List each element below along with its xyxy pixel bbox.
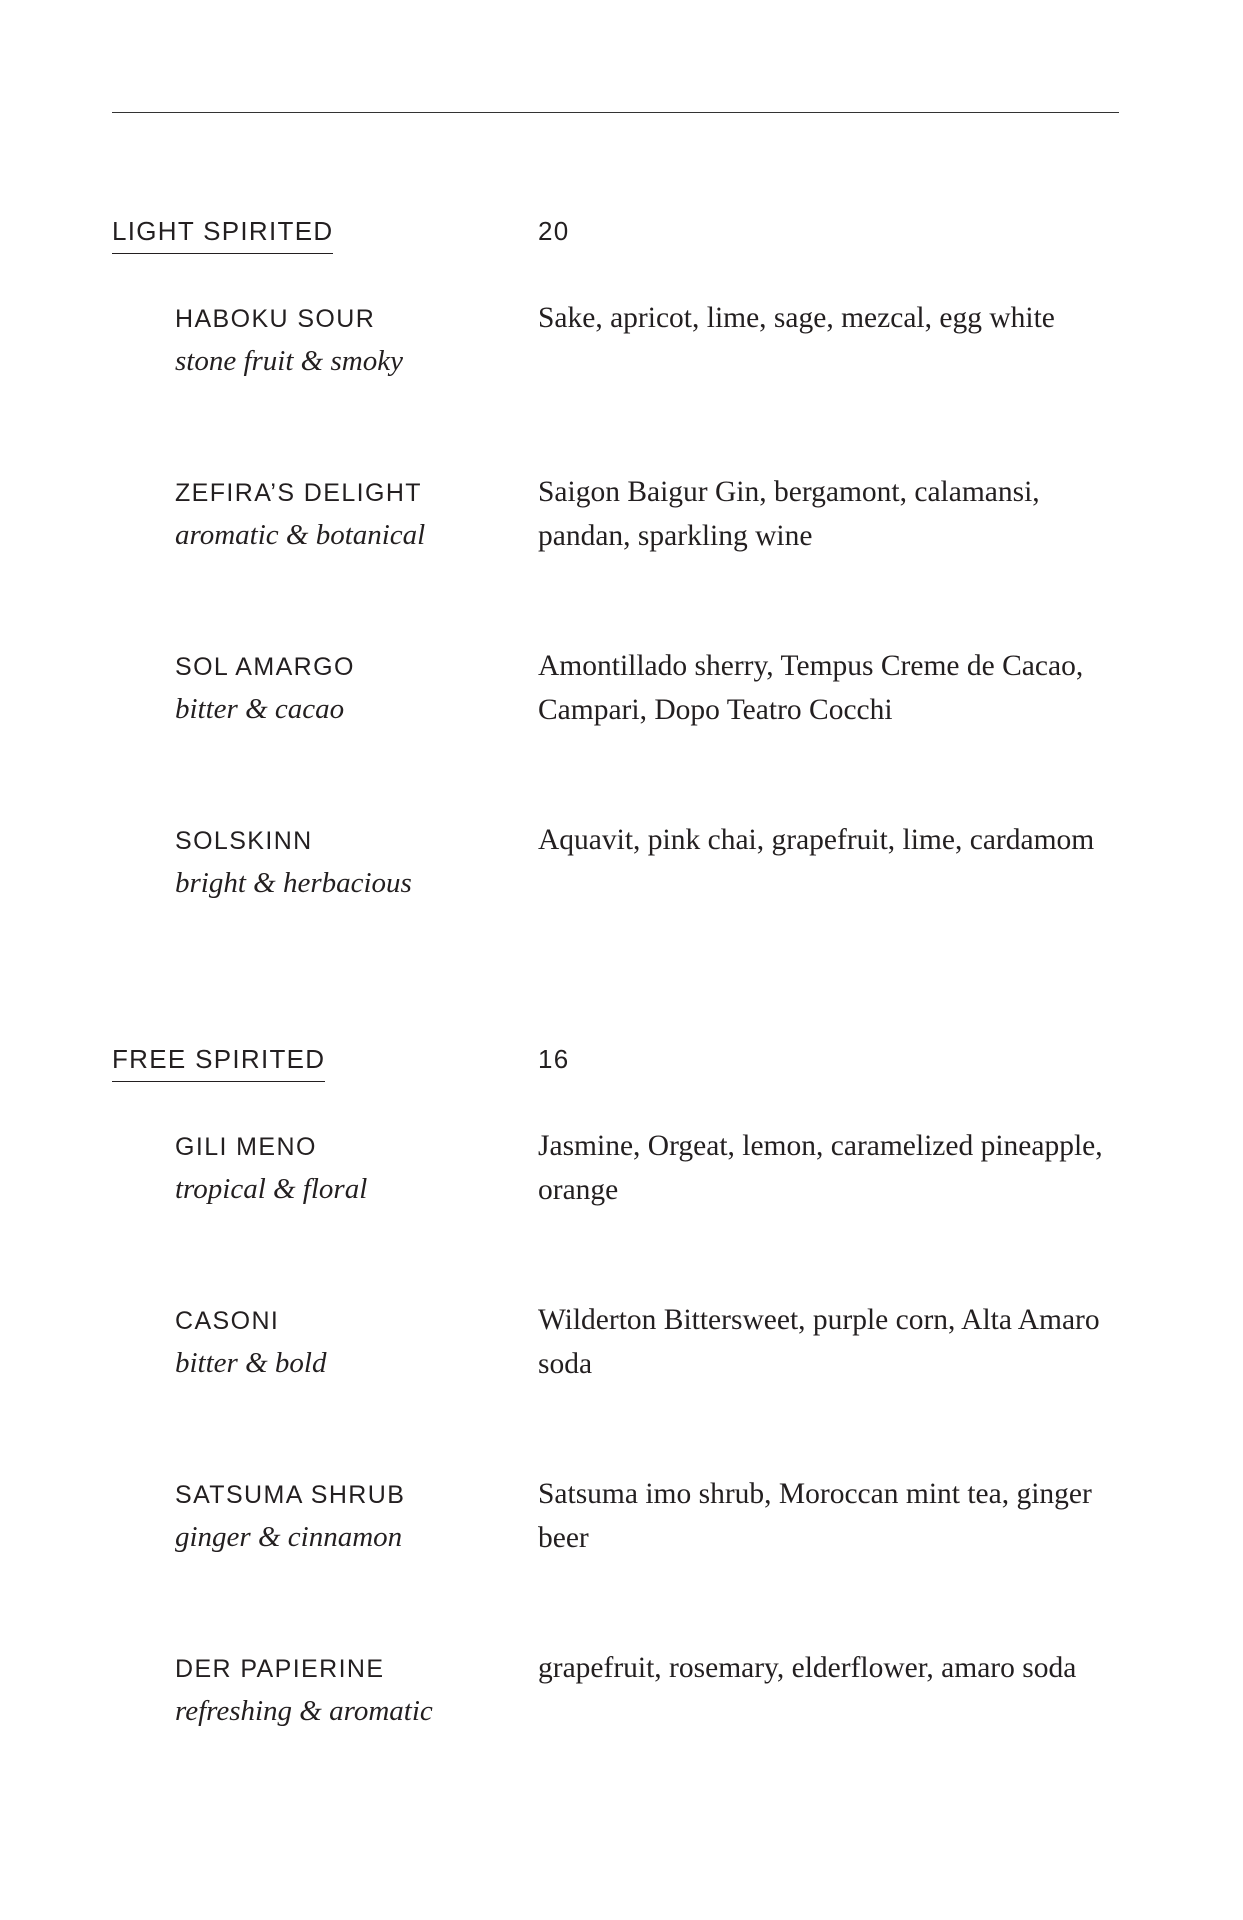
item-name: SOLSKINN [175, 827, 313, 855]
item-description: Satsuma imo shrub, Moroccan mint tea, ginger beer [538, 1478, 1092, 1554]
item-name: HABOKU SOUR [175, 305, 376, 333]
item-description: grapefruit, rosemary, elderflower, amaro soda [538, 1652, 1077, 1684]
item-subtitle: bright & herbacious [175, 867, 412, 899]
item-name: ZEFIRA’S DELIGHT [175, 479, 422, 507]
section-title-light-spirited: LIGHT SPIRITED [112, 216, 333, 254]
item-name: CASONI [175, 1307, 280, 1335]
item-subtitle: bitter & bold [175, 1347, 327, 1379]
item-subtitle: bitter & cacao [175, 693, 345, 725]
item-description: Amontillado sherry, Tempus Creme de Cacao, Campari, Dopo Teatro Cocchi [538, 650, 1084, 726]
item-subtitle: stone fruit & smoky [175, 345, 403, 377]
item-name: SOL AMARGO [175, 653, 355, 681]
section-price: 20 [538, 216, 570, 246]
section-price: 16 [538, 1044, 570, 1074]
item-name: GILI MENO [175, 1133, 317, 1161]
section-title-free-spirited: FREE SPIRITED [112, 1044, 325, 1082]
item-description: Saigon Baigur Gin, bergamont, calamansi, pandan, sparkling wine [538, 476, 1040, 552]
item-description: Sake, apricot, lime, sage, mezcal, egg white [538, 302, 1055, 334]
item-subtitle: refreshing & aromatic [175, 1695, 433, 1727]
item-name: DER PAPIERINE [175, 1655, 385, 1683]
item-description: Aquavit, pink chai, grapefruit, lime, cardamom [538, 824, 1095, 856]
item-description: Jasmine, Orgeat, lemon, caramelized pineapple, orange [538, 1130, 1103, 1206]
item-description: Wilderton Bittersweet, purple corn, Alta Amaro soda [538, 1304, 1100, 1380]
item-subtitle: aromatic & botanical [175, 519, 426, 551]
item-name: SATSUMA SHRUB [175, 1481, 406, 1509]
item-subtitle: ginger & cinnamon [175, 1521, 403, 1553]
item-subtitle: tropical & floral [175, 1173, 368, 1205]
top-divider [112, 112, 1119, 113]
